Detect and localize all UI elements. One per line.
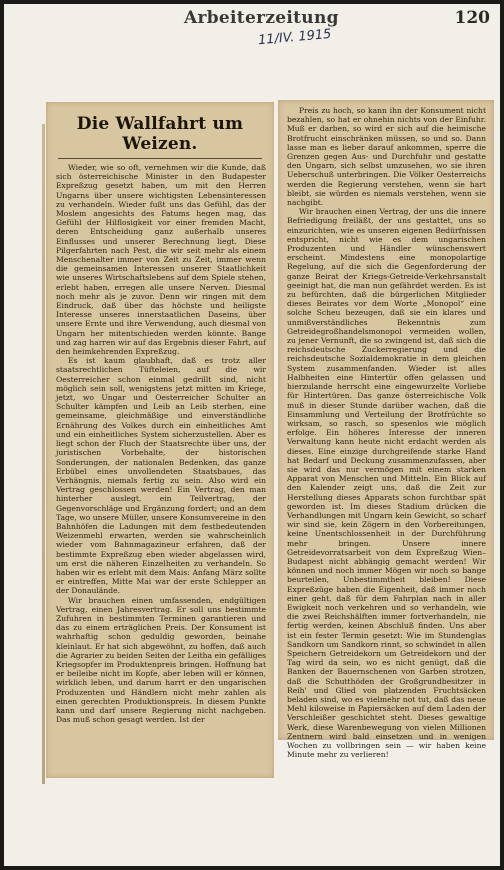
paragraph: Wieder, wie so oft, vernehmen wir die Kunde, daß sich österreichische Minister in den Budapester Expreßzug gesetzt haben, um mit den Herren Ungarns über unsere wichtigsten Lebensinteressen zu verhandeln. Wieder fußt uns das Gefühl, das der Moslem angesichts des Fatums hegen mag, das Gefühl der Hilflosigkeit vor einer fremden Macht, deren Entscheidung ganz außerhalb unseres Einflusses und unserer Berechnung liegt. Diese Pilgerfahrten nach Pest, die wir seit mehr als einem Menschenalter immer von Zeit zu Zeit, immer wenn die gemeinsamen Interessen unserer Staatlichkeit wie unseres Wirtschaftslebens auf dem Spiele stehen, erlebt haben, erregen alle unsere Nerven. Diesmal noch mehr als je zuvor. Denn wir ringen mit dem Eindruck, daß über das höchste und heiligste Interesse unseres innerstaatlichen Daseins, über unsere Ernte und ihre Verwendung, auch diesmal von Ungarn her mitentschieden werden könnte. Bange und zag harren wir auf das Ergebnis dieser Fahrt, auf den heimkehrenden Expreßzug. <box>56 163 266 357</box>
handwritten-date: 11/IV. 1915 <box>257 26 333 49</box>
clipping-left-column <box>46 102 274 778</box>
right-column-text <box>278 100 494 759</box>
left-column-text <box>46 163 274 724</box>
newspaper-masthead: Arbeiterzeitung <box>184 8 339 28</box>
clipping-right-column <box>278 100 494 760</box>
archive-page <box>4 4 500 866</box>
title-divider <box>58 158 262 159</box>
paper-edge <box>42 124 45 784</box>
article-title: Die Wallfahrt um Weizen. <box>76 114 244 154</box>
paragraph: Wir brauchen einen Vertrag, der uns die innere Befriedigung freiläßt, der uns gestattet, uns so einzurichten, wie es unseren eigenen Bedürfnissen entspricht, nicht wie es dem ungarischen Produzenten und Händler wünschenswert erscheint. Mindestens eine monopolartige Regelung, auf die sich die Gegenforderung der ganze Beirat der Kriegs-Getreide-Verkehrsanstalt geeinigt hat, die man nun gefährdet werden. Es ist zu befürchten, daß die bürgerlichen Mitglieder dieses Beirates vor dem Worte „Monopol“ eine solche Scheu bezeugen, daß sie ein klares und unmißverständliches Bekenntnis zum Getreidegroßhandelsmonopol vermeiden wollen, zu jener Vernunft, die so zwingend ist, daß sich die reichsdeutsche Zuckerregierung und die reichsdeutsche Sozialdemokratie in dem gleichen System zusammenfanden. Wieder ist alles Halbheiten eine Hintertür offen gelassen und hierzulande herrscht eine eingewurzelte Vorliebe für Hintertüren. Das ganze österreichische Volk muß in dieser Stunde darüber wachen, daß die Einsammlung und Verteilung der Brotfrüchte so wirksam, so rasch, so spesenlos wie möglich erfolge. Ein höheres Interesse der inneren Verwaltung kann heute nicht erdacht werden als dieses. Eine einzige durchgreifende starke Hand hat Bedarf und Deckung zusammenzufassen, aber sie wird das nur vermögen mit einem starken Apparat von Menschen und Mitteln. Ein Blick auf den Kalender zeigt uns, daß die Zeit zur Herstellung dieses Apparats schon furchtbar spät geworden ist. Im dieses Stadium drücken die Verhandlungen mit Ungarn kein Gewicht, so scharf wir sind sie, kein Zögern in den Vorbereitungen, keine Unentschlossenheit in der Durchführung mehr bringen. Unsere innere Getreidevorratsarbeit von dem Expreßzug Wien–Budapest nicht abhängig gemacht werden! Wir können und noch immer Mögen wir noch so bange beurteilen, Unbestimmtheit bleiben! Diese Expreßzüge haben die Eigenheit, daß immer noch einer geht, daß für dem Fahrplan nach in aller Ewigkeit noch verkehren und so verhandeln, wie die zwei Reichshälften immer fortverhandeln, nie fertig werden, keinen Abschluß finden. Uns aber ist ein fester Termin gesetzt: Wie im Stundenglas Sandkorn um Sandkorn rinnt, so schwindet in allen Speichern Getreidekorn um Getreidekorn und der Tag wird da sein, wo es nicht genügt, daß die Banken der Bauernschenen von Garben strotzen, daß die Schutthöden der Großgrundbesitzer in Reih' und Glied von platzenden Fruchtsäcken beladen sind, wo es vielmehr not tut, daß das neue Mehl kiloweise in Papiersäcken auf dem Laden der Verschleißer geschichtet steht. Dieses gewaltige Werk, diese Warenbewegung von vielen Millionen Zentnern wird bald einsetzen und in wenigen Wochen zu vollbringen sein — wir haben keine Minute mehr zu verlieren! <box>287 207 486 760</box>
page-number: 120 <box>454 8 490 28</box>
paragraph: Wir brauchen einen umfassenden, endgültigen Vertrag, einen Jahresvertrag. Er soll uns bestimmte Zufuhren in bestimmten Terminen garantieren und das zu einem erträglichen Preis. Der Konsument ist wahrhaftig schon geduldig geworden, beinahe kleinlaut. Er hat sich abgewöhnt, zu hoffen, daß auch die Agrarier zu beiden Seiten der Leitha ein gefälliges Kriegsopfer im Produktenpreis bringen. Hoffnung hat er beileibe nicht im Kopfe, aber leben will er können, wirklich leben, und darum harrt er den ungarischen Produzenten und Händlern nicht mehr zahlen als einen gerechten Produktionspreis. In diesem Punkte kann und darf unsere Regierung nicht nachgeben. Das muß schon gesagt werden. Ist der <box>56 595 266 725</box>
paragraph: Es ist kaum glaubhaft, daß es trotz aller staatsrechtlichen Tüfteleien, auf die wir Oesterreicher schon einmal gedrillt sind, nicht möglich sein soll, wenigstens jetzt mitten im Kriege, jetzt, wo Ungar und Oesterreicher Schulter an Schulter kämpfen und Leib an Leib sterben, eine gemeinsame, gleichmäßige und einverständliche Ernährung des Volkes durch ein einheitliches Amt und ein einheitliches System sicherzustellen. Aber es liegt schon der Fluch der Staatsrechte über uns, der juristischen Vorbehalte, der historischen Sonderungen, der nationalen Bedenken, das ganze Erbübel eines unvollendeten Staatsbaues, das Verhängnis, niemals fertig zu sein. Also wird ein Vertrag geschlossen werden! Ein Vertrag, den man hinterher auslegt, ein Teilvertrag, der Gegenvorschläge und Ergänzung fordert; und an dem Tage, wo unsere Müller, unsere Konsumvereine in den Bahnhöfen die Ladungen mit dem festbedeutenden Weizenmehl erwarten, werden sie wahrscheinlich wieder vom Bahnmagazineur erfahren, daß der bestimmte Expreßzug eben wieder abgelassen wird, um erst die näheren Einzelheiten zu verhandeln. So haben wir es erlebt mit dem Mais: Anfang März sollte er eintreffen, Mitte Mai war der erste Schlepper an der Donaulände. <box>56 356 266 596</box>
paragraph: Preis zu hoch, so kann ihn der Konsument nicht bezahlen, so hat er ohnehin nichts von der Einfuhr. Muß er darben, so wird er sich auf die heimische Brotfrucht einschränken müssen, so und so. Dann lasse man es lieber darauf ankommen, sperre die Grenzen gegen Aus- und Durchfuhr und gestatte den Ungarn, sich selbst umzusehen, wo sie ihren Ueberschuß unterbringen. Die Völker Oesterreichs werden die Regierung verstehen, wenn sie hart bleibt, sie würden es niemals verstehen, wenn sie nachgibt. <box>287 106 486 208</box>
